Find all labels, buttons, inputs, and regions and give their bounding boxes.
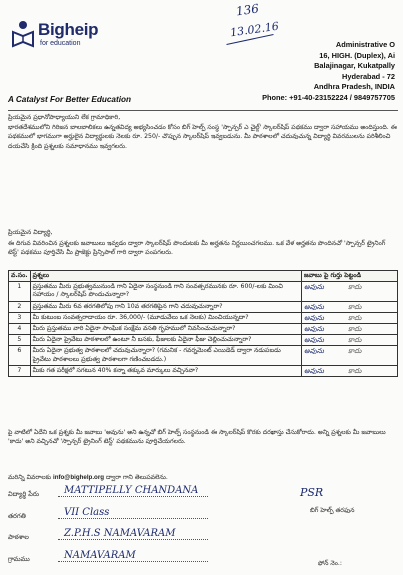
row-question: మీరు ప్రస్తుతము వారి ఏదైనా సాంఘిక సంక్షేమ వసతి గృహములో నివసించుచున్నారా? (30, 324, 301, 335)
student-greeting: ప్రియమైన విద్యార్థి, (8, 229, 53, 236)
row-question: మీరు ఏదైనా ప్రభుత్వ పాఠశాలలో చదువుచున్నారా? (గమనిక - గవర్నమెంట్ ఎయిడెడ్ ద్వారా నడుపబడు ప్రైవేటు పాఠశాలలు ప్రభుత్వ పాఠశాలగా గణించబడదు.) (30, 346, 301, 365)
brand-name: Bigheip (38, 20, 99, 39)
answer-yes[interactable]: అవును (304, 283, 324, 292)
row-number: 3 (9, 312, 31, 323)
row-number: 1 (9, 282, 31, 301)
name-value[interactable]: MATTIPELLY CHANDANA (64, 485, 199, 496)
village-underline (58, 561, 208, 562)
row-number: 7 (9, 365, 31, 376)
row-question: మీకు గత పరీక్షలో సగటున 40% కన్నా తక్కువ మార్కులు వచ్చినవా? (30, 365, 301, 376)
contact-suffix: ద్వారా గాని తెలుపవలెను. (106, 474, 168, 481)
col-header-answer: జవాబు పై గుర్తు పెట్టండి (302, 271, 398, 282)
contact-prefix: మరిన్ని వివరాలకు (8, 474, 51, 481)
name-underline (58, 496, 208, 497)
village-label: గ్రామము (8, 555, 30, 563)
table-row (9, 365, 398, 376)
tagline: A Catalyst For Better Education (8, 95, 131, 104)
signature: PSR (300, 486, 324, 499)
answer-no[interactable]: కాదు (348, 347, 362, 356)
school-value[interactable]: Z.P.H.S NAMAVARAM (64, 528, 176, 539)
row-answer[interactable] (302, 301, 398, 312)
signature-label: బిగ్ హెల్ప్ తరఫున (310, 507, 355, 514)
office-address (262, 40, 395, 104)
class-underline (58, 518, 208, 519)
intro-greeting: ప్రియమైన ప్రధానోపాధ్యాయుని లేక గ్రామాధికారి, (8, 114, 121, 121)
row-question: ప్రస్తుతము మీరు 6వ తరగతిలోపు గాని 10వ తరగతిపైన గాని చదువుచున్నారా? (30, 301, 301, 312)
answer-no[interactable]: కాదు (348, 313, 362, 322)
row-answer[interactable] (302, 312, 398, 323)
form-row-school (8, 528, 176, 543)
row-answer[interactable] (302, 335, 398, 346)
row-question: మీరు ఏదైనా ప్రైవేటు పాఠశాలలో ఉంటూ నీ బసకు, ఫీజులకు ఏదైనా ఫీజు చెల్లించుచున్నారా? (30, 335, 301, 346)
bighelp-logo-icon (12, 20, 34, 48)
address-line: Andhra Pradesh, INDIA (313, 82, 395, 92)
form-row-name (8, 485, 199, 500)
col-header-question: ప్రశ్నలు (30, 271, 301, 282)
closing-paragraph: పై వాటిలో ఏదేని ఒక ప్రశ్నకు మీ జవాబు 'అవును' అని ఉన్నచో బిగ్ హెల్ప్ సంస్థనుండి ఈ స్కాలర్‌షిప్ కొరకు దరఖాస్తు చేసుకోరాదు. అన్ని ప్రశ్నలకు మీ జవాబులు 'కాదు' అని వచ్చినచో 'స్పాన్సర్ ట్రైనింగ్ టెస్ట్' పథకమును పూర్తిచేయగలరు. (8, 429, 386, 446)
row-answer[interactable] (302, 282, 398, 301)
answer-yes[interactable]: అవును (304, 336, 324, 345)
answer-yes[interactable]: అవును (304, 325, 324, 334)
class-value[interactable]: VII Class (64, 507, 110, 518)
address-line: 16, HIGH. (Duplex), Ai (319, 50, 395, 60)
row-answer[interactable] (302, 324, 398, 335)
table-row (9, 346, 398, 365)
table-header-row (9, 271, 398, 282)
row-answer[interactable] (302, 365, 398, 376)
row-number: 5 (9, 335, 31, 346)
answer-no[interactable]: కాదు (348, 366, 362, 375)
answer-no[interactable]: కాదు (348, 302, 362, 311)
answer-no[interactable]: కాదు (348, 325, 362, 334)
answer-yes[interactable]: అవును (304, 313, 324, 322)
phone-label: ఫోన్ నెం.: (318, 560, 342, 567)
row-number: 4 (9, 324, 31, 335)
row-number: 6 (9, 346, 31, 365)
intro-body: భారతదేశములోని గిరిజన బాలబాలికలు ఉన్నతవిద్య అభ్యసించడం కోసం బిగ్ హెల్ప్ సంస్థ 'స్పాన్సర్ ఎ చైల్డ్' స్కాలర్‌షిప్ పథకము ద్వారా సహాయము అందిస్తుంది. ఈ పథకములో భాగముగా అర్హులైన విద్యార్థులకు నెలకు రూ. 250/- చొప్పున స్కాలర్‌షిప్ ఇవ్వబడును. మీ పాఠశాలలో చదువుచున్న విద్యార్థి వివరములను పరిశీలించి దయచేసి క్రింది ప్రశ్నలకు సమాధానము ఇవ్వగలరు. (8, 124, 397, 150)
class-label: తరగతి (8, 512, 26, 520)
answer-no[interactable]: కాదు (348, 283, 362, 292)
contact-email-link[interactable]: info@bighelp.org (52, 474, 105, 481)
village-value[interactable]: NAMAVARAM (64, 550, 136, 561)
row-answer[interactable] (302, 346, 398, 365)
answer-yes[interactable]: అవును (304, 366, 324, 375)
address-line: Administrative O (335, 40, 395, 49)
eligibility-table (8, 270, 398, 377)
table-row (9, 324, 398, 335)
form-row-class (8, 507, 110, 522)
stamp-date: 13.02.16 (229, 19, 280, 40)
table-row (9, 312, 398, 323)
address-line: Hyderabad - 72 (342, 71, 395, 81)
answer-yes[interactable]: అవును (304, 347, 324, 356)
school-underline (58, 539, 208, 540)
brand-subtitle: for education (40, 40, 81, 47)
form-row-village (8, 550, 136, 565)
table-row (9, 282, 398, 301)
address-line: Balajinagar, Kukatpally (314, 61, 395, 71)
row-question: ప్రస్తుతము మీరు ప్రభుత్వమునుండి గాని ఏదైనా సంస్థనుండి గాని సంవత్సరమునకు రూ. 600/-లకు మించి సహాయం / స్కాలర్‌షిప్ పొందుచున్నారా? (30, 282, 301, 301)
answer-no[interactable]: కాదు (348, 336, 362, 345)
answer-yes[interactable]: అవును (304, 302, 324, 311)
contact-line (8, 474, 398, 482)
stamp-number: 136 (235, 1, 260, 19)
table-row (9, 335, 398, 346)
row-question: మీ కుటుంబ సంవత్సరాదాయం రూ. 36,000/- (మూడువేలు ఒక నెలకు) మించియున్నదా? (30, 312, 301, 323)
row-number: 2 (9, 301, 31, 312)
header-divider (8, 110, 398, 111)
letterhead (0, 0, 403, 120)
phone-line: Phone: +91-40-23152224 / 9849757705 (262, 92, 395, 102)
col-header-number: వ.సం. (9, 271, 31, 282)
table-row (9, 301, 398, 312)
school-label: పాఠశాల (8, 533, 29, 541)
student-instructions: ఈ దిగువ వివరించిన ప్రశ్నలకు జవాబులు ఇవ్వడం ద్వారా స్కాలర్‌షిప్ పొందుటకు మీ అర్హతను నిర్ణయించగలము. ఒక వేళ అర్హతను పొందినచో 'స్పాన్సర్ ట్రైనింగ్ టెస్ట్' పథకము పూర్తిచేసి మీ ప్రాజెక్టు ప్రిన్సిపాల్ గారి ద్వారా పంపగలరు. (8, 240, 386, 257)
name-label: విద్యార్థి పేరు (8, 490, 40, 498)
